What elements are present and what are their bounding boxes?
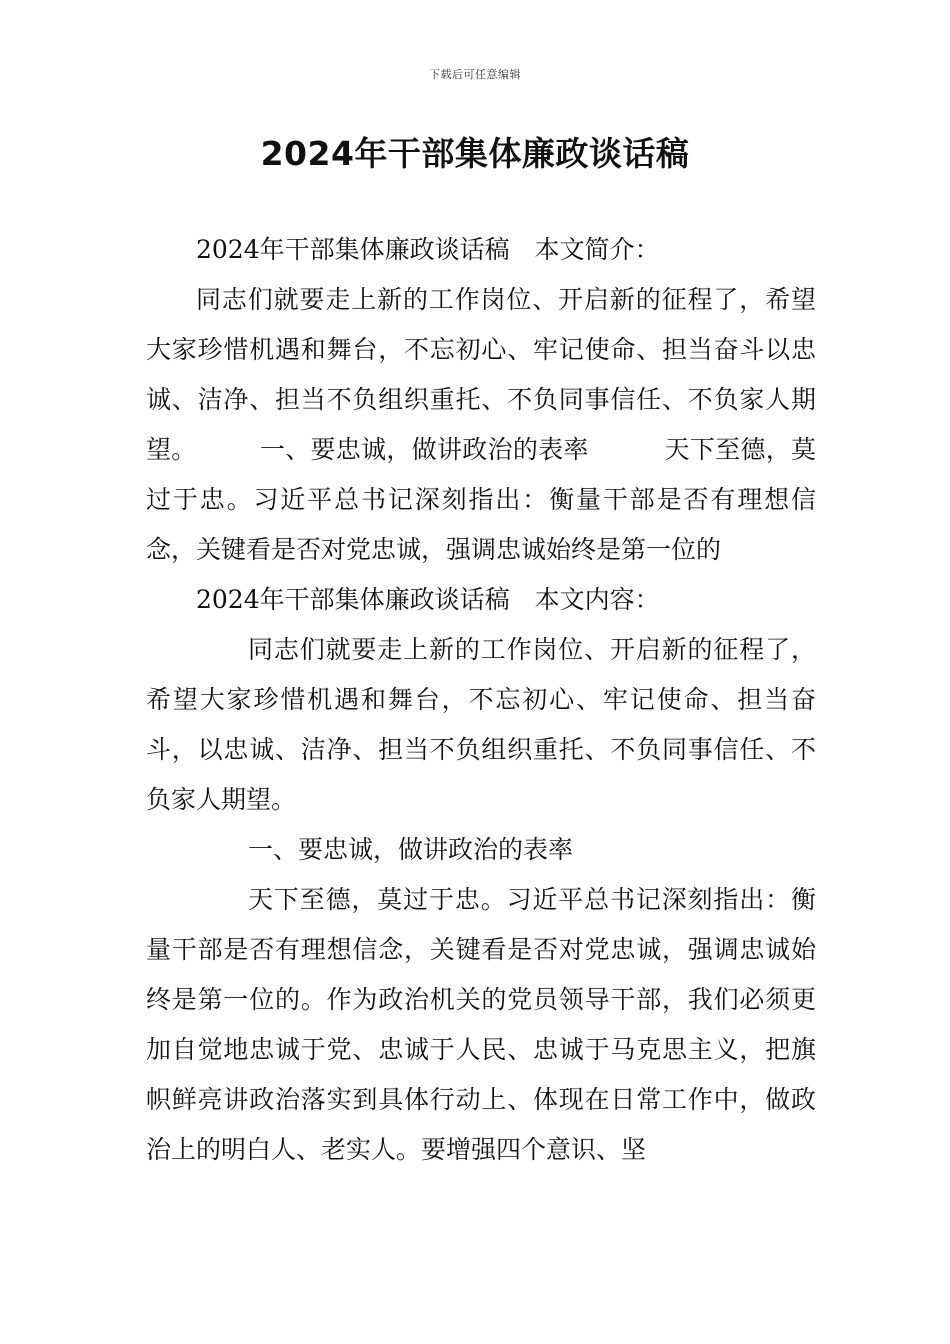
document-title: 2024年干部集体廉政谈话稿 [260,134,690,173]
section-1-paragraph: 天下至德，莫过于忠。习近平总书记深刻指出：衡量干部是否有理想信念，关键看是否对党忠诚，强调忠诚始终是第一位的。作为政治机关的党员领导干部，我们必须更加自觉地忠诚于党、忠诚于人民、忠诚于马克思主义，把旗帜鲜亮讲政治落实到具体行动上、体现在日常工作中，做政治上的明白人、老实人。要增强四个意识、坚 [146,885,816,1164]
summary-paragraph: 同志们就要走上新的工作岗位、开启新的征程了，希望大家珍惜机遇和舞台，不忘初心、牢记使命、担当奋斗以忠诚、洁净、担当不负组织重托、不负同事信任、不负家人期望。 一、要忠诚，做讲政治的表率 天下至德，莫过于忠。习近平总书记深刻指出：衡量干部是否有理想信念，关键看是否对党忠诚，强调忠诚始终是第一位的 [146,285,816,564]
content-heading: 2024年干部集体廉政谈话稿 本文内容： [196,585,660,614]
summary-heading: 2024年干部集体廉政谈话稿 本文简介： [196,235,660,264]
header-note: 下载后可任意编辑 [429,68,521,81]
content-paragraph-1: 同志们就要走上新的工作岗位、开启新的征程了，希望大家珍惜机遇和舞台，不忘初心、牢记使命、担当奋斗，以忠诚、洁净、担当不负组织重托、不负同事信任、不负家人期望。 [146,635,816,814]
section-1-heading: 一、要忠诚，做讲政治的表率 [248,835,574,864]
document-body [146,225,816,1175]
